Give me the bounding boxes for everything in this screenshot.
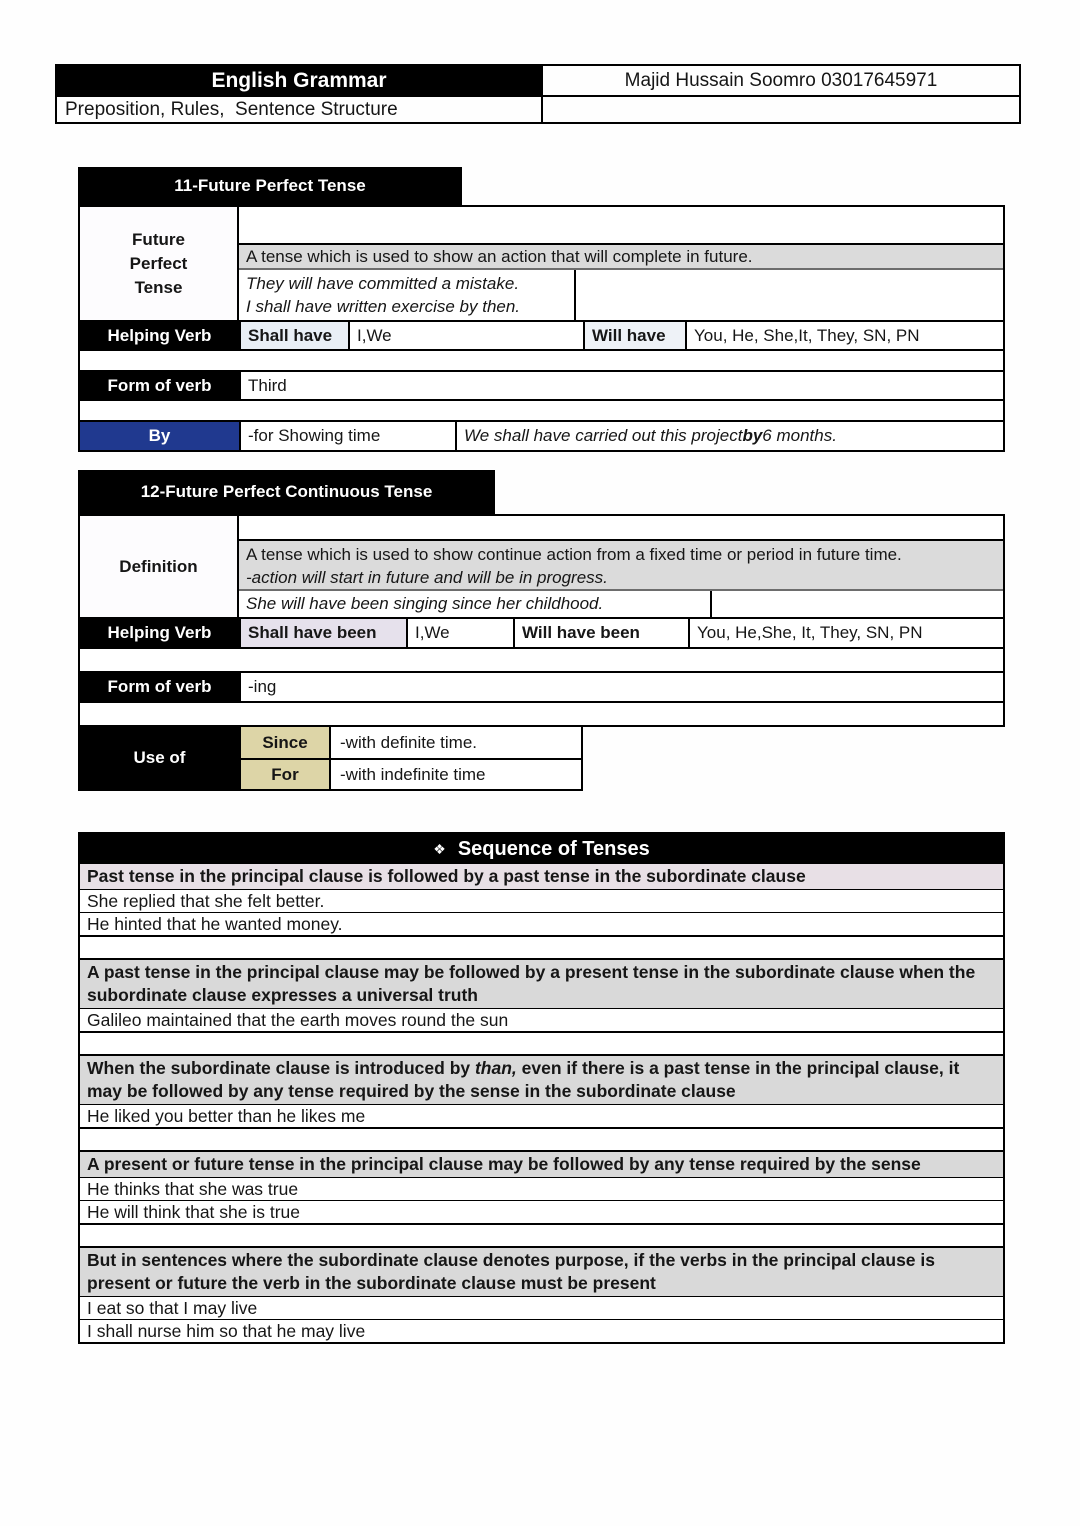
table2-helping-verb-label: Helping Verb: [80, 619, 239, 647]
table1-by-example: [455, 422, 1003, 450]
sequence-spacer: [80, 1031, 1003, 1054]
sequence-example: He liked you better than he likes me: [80, 1104, 1003, 1127]
use-of-for-row: [239, 758, 581, 789]
future-perfect-continuous-table: [78, 470, 1005, 791]
sequence-spacer: [80, 935, 1003, 958]
future-perfect-tense-table: [78, 167, 1005, 452]
table2-use-of-label: Use of: [80, 727, 239, 789]
table1-hv2: Will have: [583, 322, 685, 349]
table1-form-row: [80, 370, 1003, 399]
by-example-pre: We shall have carried out this project: [464, 426, 743, 445]
table1-title: 11-Future Perfect Tense: [78, 167, 462, 205]
table2-definition-stack: [239, 516, 1003, 617]
doc-subtitle: Preposition, Rules, Sentence Structure: [57, 95, 541, 122]
sequence-rule-3: [80, 1054, 1003, 1104]
table2-hv2: Will have been: [513, 619, 688, 647]
table1-helping-verb-row: [80, 320, 1003, 349]
table2-definition: [239, 539, 1003, 591]
sequence-example: I shall nurse him so that he may live: [80, 1319, 1003, 1342]
table1-examples-row: [239, 270, 1003, 320]
doc-author: Majid Hussain Soomro 03017645971: [541, 66, 1019, 95]
table1-row-label: Future Perfect Tense: [80, 207, 239, 320]
sequence-heading-text: Sequence of Tenses: [457, 837, 650, 860]
use-of-for-value: -with indefinite time: [340, 764, 486, 784]
table1-by-use: -for Showing time: [239, 422, 455, 450]
table2-definition-line2: -action will start in future and will be in progress.: [246, 568, 608, 587]
by-example-bold: by: [742, 426, 763, 445]
table2-definition-line1: A tense which is used to show continue action from a fixed time or period in future time.: [246, 545, 902, 564]
table1-spacer-row-1: [80, 349, 1003, 370]
header-row-1: [57, 66, 1019, 95]
table2-form-value: -ing: [239, 673, 1003, 701]
header-table: [55, 64, 1021, 124]
table2-use-of-rows: [239, 727, 581, 789]
sequence-of-tenses-section: [78, 832, 1005, 1344]
table2-row-label: Definition: [80, 516, 239, 617]
rule3-pre: When the subordinate clause is introduced by: [87, 1058, 475, 1078]
sequence-example: I eat so that I may live: [80, 1296, 1003, 1319]
table1-examples-empty-cell: [576, 270, 1003, 320]
rule3-italic: than,: [474, 1058, 517, 1078]
sequence-example: Galileo maintained that the earth moves round the sun: [80, 1008, 1003, 1031]
doc-title: English Grammar: [57, 66, 541, 95]
table2-hv2-subjects: You, He,She, It, They, SN, PN: [688, 619, 1003, 647]
use-of-since-key: Since: [239, 727, 331, 758]
header-empty-cell: [541, 95, 1019, 122]
use-of-since-value: -with definite time.: [340, 732, 477, 752]
sequence-rule-5: But in sentences where the subordinate clause denotes purpose, if the verbs in the principal clause is present or future the verb in the subordinate clause must be present: [80, 1246, 1003, 1296]
table1-form-label: Form of verb: [80, 372, 239, 399]
table1-by-label: By: [80, 422, 239, 450]
table1-spacer-row-2: [80, 399, 1003, 420]
sequence-example: He will think that she is true: [80, 1200, 1003, 1223]
diamond-bullet-icon: ❖: [433, 840, 446, 857]
table1-empty-row: [239, 207, 1003, 243]
table2-example-row: [239, 591, 1003, 617]
table1-hv2-subjects: You, He, She,It, They, SN, PN: [685, 322, 1003, 349]
table2-title: 12-Future Perfect Continuous Tense: [78, 470, 495, 514]
table2-form-label: Form of verb: [80, 673, 239, 701]
sequence-example: He hinted that he wanted money.: [80, 912, 1003, 935]
table2-body: [78, 514, 1005, 727]
table2-example-empty-cell: [712, 591, 1003, 617]
sequence-rule-1: Past tense in the principal clause is followed by a past tense in the subordinate clause: [80, 864, 1003, 889]
rule3-post: even if there is a past tense in the principal clause, it may be followed by any tense required by the sense in the subordinate clause: [87, 1058, 960, 1101]
table1-example-2: I shall have written exercise by then.: [246, 297, 521, 316]
table1-examples: [239, 270, 576, 320]
table1-definition-block: [80, 207, 1003, 320]
sequence-spacer: [80, 1223, 1003, 1246]
table2-hv1-subjects: I,We: [406, 619, 513, 647]
sequence-example: She replied that she felt better.: [80, 889, 1003, 912]
table2-helping-verb-row: [80, 617, 1003, 647]
table1-definition: A tense which is used to show an action that will complete in future.: [239, 243, 1003, 270]
sequence-example: He thinks that she was true: [80, 1177, 1003, 1200]
sequence-rule-2: A past tense in the principal clause may be followed by a present tense in the subordinate clause when the subordinate clause expresses a universal truth: [80, 958, 1003, 1008]
table1-form-value: Third: [239, 372, 1003, 399]
header-row-2: [57, 95, 1019, 122]
by-example-post: 6 months.: [762, 426, 837, 445]
sequence-spacer: [80, 1127, 1003, 1150]
table2-empty-row: [239, 516, 1003, 539]
table2-spacer-row-1: [80, 647, 1003, 671]
table1-by-row: [80, 420, 1003, 450]
use-of-since-row: [239, 727, 581, 758]
sequence-heading: [80, 834, 1003, 864]
table2-form-row: [80, 671, 1003, 701]
table2-hv1: Shall have been: [239, 619, 406, 647]
table1-definition-stack: [239, 207, 1003, 320]
table2-example: She will have been singing since her childhood.: [239, 591, 712, 617]
table1-example-1: They will have committed a mistake.: [246, 274, 520, 293]
use-of-for-key: For: [239, 760, 331, 789]
table1-hv1-subjects: I,We: [348, 322, 583, 349]
table1-body: [78, 205, 1005, 452]
table2-use-of-block: [78, 727, 583, 791]
table2-spacer-row-2: [80, 701, 1003, 725]
table1-hv1: Shall have: [239, 322, 348, 349]
table1-helping-verb-label: Helping Verb: [80, 322, 239, 349]
sequence-rule-4: A present or future tense in the principal clause may be followed by any tense required by the sense: [80, 1150, 1003, 1177]
table2-definition-block: [80, 516, 1003, 617]
